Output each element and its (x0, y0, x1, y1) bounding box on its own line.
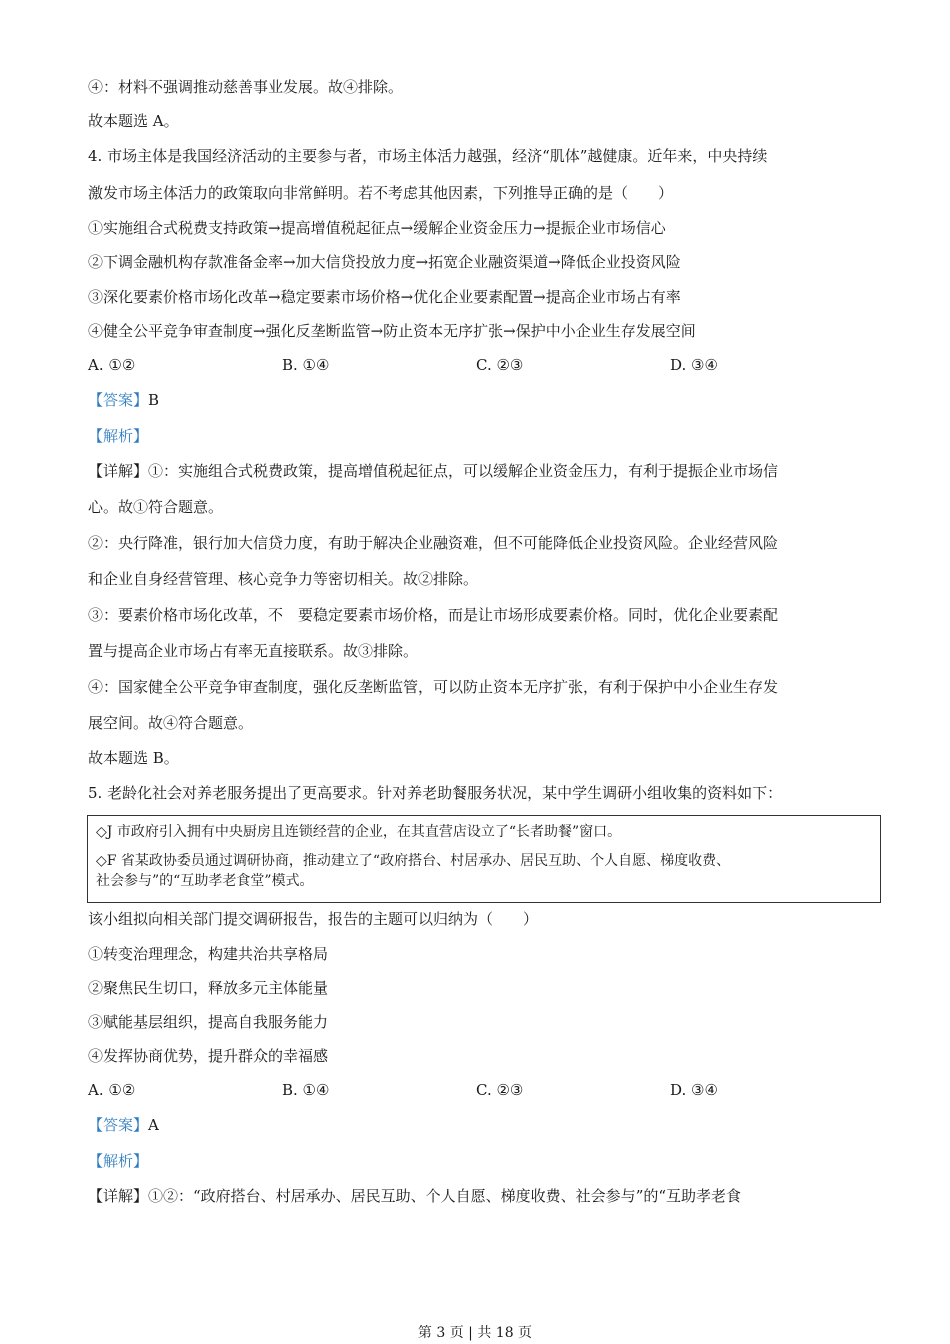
q5-analysis (88, 1151, 148, 1171)
q4-option-c: C. ②③ (476, 356, 524, 374)
q4-conclusion: 故本题选 B。 (88, 749, 179, 767)
q5-option-c: C. ②③ (476, 1081, 524, 1099)
q4-option-d: D. ③④ (670, 356, 718, 374)
detail-text: ①：实施组合式税费政策，提高增值税起征点，可以缓解企业资金压力，有利于提振企业市场信 (148, 462, 779, 480)
answer-value: A (148, 1116, 159, 1134)
detail-text: ①②：“政府搭台、村居承办、居民互助、个人自愿、梯度收费、社会参与”的“互助孝老食 (148, 1187, 742, 1205)
q5-stem: 5. 老龄化社会对养老服务提出了更高要求。针对养老助餐服务状况，某中学生调研小组收集的资料如下： (88, 784, 783, 802)
q4-detail: 展空间。故④符合题意。 (88, 714, 254, 732)
q4-detail: ③：要素价格市场化改革，不 要稳定要素市场价格，而是让市场形成要素价格。同时，优化企业要素配 (88, 606, 779, 624)
q5-item: ③赋能基层组织，提高自我服务能力 (88, 1013, 329, 1031)
answer-tag: 【答案】 (88, 391, 149, 409)
q4-stem: 4. 市场主体是我国经济活动的主要参与者，市场主体活力越强，经济“肌体”越健康。近年来，中央持续 (88, 147, 768, 165)
material-item: ◇F 省某政协委员通过调研协商，推动建立了“政府搭台、村居承办、居民互助、个人自愿、梯度收费、 (96, 853, 731, 869)
q5-detail (88, 1186, 741, 1206)
answer-value: B (148, 391, 160, 409)
answer-tag: 【答案】 (88, 1116, 149, 1134)
q4-item: ③深化要素价格市场化改革→稳定要素市场价格→优化企业要素配置→提高企业市场占有率 (88, 288, 681, 306)
q5-answer (88, 1115, 159, 1135)
q4-answer (88, 390, 159, 410)
q4-option-a: A. ①② (88, 356, 136, 374)
analysis-tag: 【解析】 (88, 1152, 149, 1170)
q5-option-a: A. ①② (88, 1081, 136, 1099)
q5-option-b: B. ①④ (282, 1081, 330, 1099)
q4-item: ④健全公平竞争审查制度→强化反垄断监管→防止资本无序扩张→保护中小企业生存发展空间 (88, 322, 696, 340)
q4-detail: 和企业自身经营管理、核心竞争力等密切相关。故②排除。 (88, 570, 479, 588)
detail-tag: 【详解】 (88, 462, 149, 480)
q4-item: ②下调金融机构存款准备金率→加大信贷投放力度→拓宽企业融资渠道→降低企业投资风险 (88, 253, 681, 271)
q5-question: 该小组拟向相关部门提交调研报告，报告的主题可以归纳为（ ） (88, 910, 539, 928)
q4-detail: ④：国家健全公平竞争审查制度，强化反垄断监管，可以防止资本无序扩张，有利于保护中小企业生存发 (88, 678, 779, 696)
q5-option-d: D. ③④ (670, 1081, 718, 1099)
page-footer: 第 3 页 | 共 18 页 (417, 1325, 533, 1341)
q4-detail: ②：央行降准，银行加大信贷力度，有助于解决企业融资难，但不可能降低企业投资风险。企业经营风险 (88, 534, 779, 552)
q4-option-b: B. ①④ (282, 356, 330, 374)
q5-material-box (87, 815, 881, 903)
text-line: ④：材料不强调推动慈善事业发展。故④排除。 (88, 78, 404, 96)
q4-detail (88, 461, 778, 481)
q4-analysis (88, 426, 148, 446)
q4-detail: 置与提高企业市场占有率无直接联系。故③排除。 (88, 642, 419, 660)
q4-item: ①实施组合式税费支持政策→提高增值税起征点→缓解企业资金压力→提振企业市场信心 (88, 219, 666, 237)
conclusion-line: 故本题选 A。 (88, 112, 179, 130)
material-item: 社会参与”的“互助孝老食堂”模式。 (96, 873, 314, 889)
q5-item: ①转变治理理念，构建共治共享格局 (88, 945, 329, 963)
detail-tag: 【详解】 (88, 1187, 149, 1205)
analysis-tag: 【解析】 (88, 427, 149, 445)
q4-stem: 激发市场主体活力的政策取向非常鲜明。若不考虑其他因素，下列推导正确的是（ ） (88, 184, 674, 202)
material-item: ◇J 市政府引入拥有中央厨房且连锁经营的企业，在其直营店设立了“长者助餐”窗口。 (96, 824, 622, 840)
q5-item: ②聚焦民生切口，释放多元主体能量 (88, 979, 329, 997)
q5-item: ④发挥协商优势，提升群众的幸福感 (88, 1047, 329, 1065)
q4-detail: 心。故①符合题意。 (88, 498, 224, 516)
